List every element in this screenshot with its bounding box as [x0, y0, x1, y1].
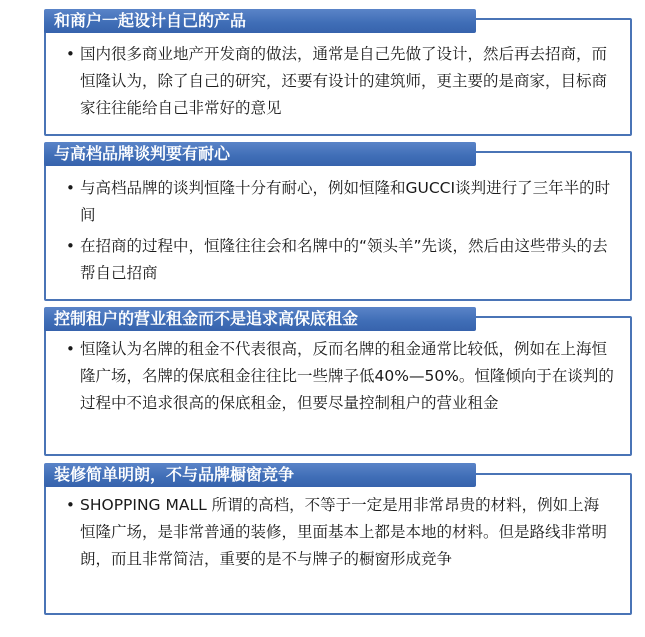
bullet-item [66, 492, 614, 573]
bullet-dot-icon: • [66, 496, 75, 514]
section-2-bullets [66, 175, 614, 287]
section-4-header [44, 463, 476, 487]
bullet-dot-icon: • [66, 237, 75, 255]
bullet-item [66, 41, 614, 122]
section-3-header [44, 307, 476, 331]
bullet-text: 与高档品牌的谈判恒隆十分有耐心，例如恒隆和GUCCI谈判进行了三年半的时间 [80, 179, 611, 224]
bullet-text: 国内很多商业地产开发商的做法，通常是自己先做了设计，然后再去招商，而恒隆认为，除了自己的研究，还要有设计的建筑师，更主要的是商家，目标商家往往能给自己非常好的意见 [80, 45, 608, 117]
section-1-title: 和商户一起设计自己的产品 [54, 11, 247, 30]
bullet-item [66, 175, 614, 229]
section-1-header [44, 9, 476, 33]
bullet-dot-icon: • [66, 340, 75, 358]
section-3-bullets [66, 336, 614, 417]
section-4-bullets [66, 492, 614, 573]
bullet-item [66, 233, 614, 287]
section-4-title: 装修简单明朗，不与品牌橱窗竞争 [54, 465, 295, 484]
bullet-text: SHOPPING MALL 所谓的高档，不等于一定是用非常昂贵的材料，例如上海恒隆广场，是非常普通的装修，里面基本上都是本地的材料。但是路线非常明朗，而且非常简洁，重要的是不与牌子的橱窗形成竞争 [80, 496, 608, 568]
section-2-title: 与高档品牌谈判要有耐心 [54, 144, 231, 163]
section-1-bullets [66, 41, 614, 122]
bullet-item [66, 336, 614, 417]
bullet-dot-icon: • [66, 45, 75, 63]
bullet-text: 恒隆认为名牌的租金不代表很高，反而名牌的租金通常比较低，例如在上海恒隆广场，名牌的保底租金往往比一些牌子低40%—50%。恒隆倾向于在谈判的过程中不追求很高的保底租金，但要尽量控制租户的营业租金 [80, 340, 614, 412]
bullet-dot-icon: • [66, 179, 75, 197]
section-3-title: 控制租户的营业租金而不是追求高保底租金 [54, 309, 359, 328]
bullet-text: 在招商的过程中，恒隆往往会和名牌中的“领头羊”先谈，然后由这些带头的去帮自己招商 [80, 237, 608, 282]
section-2-header [44, 142, 476, 166]
